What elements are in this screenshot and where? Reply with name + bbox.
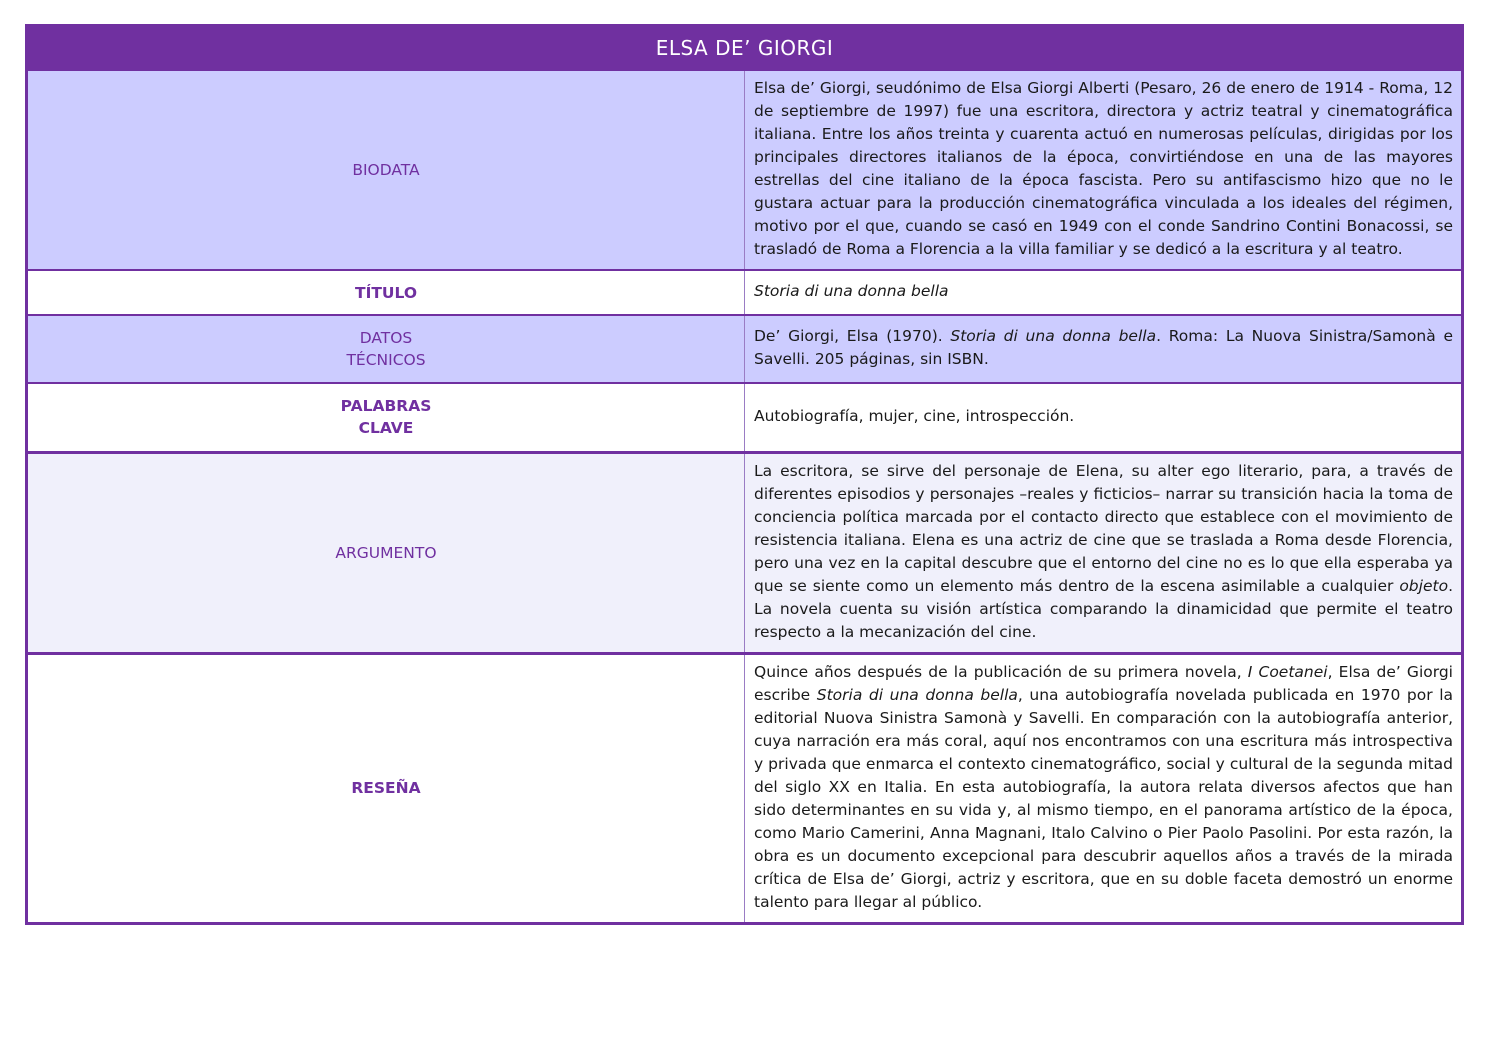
- record-sheet: [25, 24, 1464, 925]
- palabras-label-line1: PALABRAS: [340, 397, 432, 416]
- argumento-text-after: . La novela cuenta su visión artística comparando la dinamicidad que permite el teatro respecto a la mecanización del cine.: [754, 576, 1453, 641]
- biodata-text: Elsa de’ Giorgi, seudónimo de Elsa Giorgi Alberti (Pesaro, 26 de enero de 1914 - Roma, 12 de septiembre de 1997) fue una escritora, directora y actriz teatral y cinematográfica italiana. Entre los años treinta y cuarenta actuó en numerosas películas, dirigidas por los principales directores italianos de la época, convirtiéndose en una de las mayores estrellas del cine italiano de la época fascista. Pero su antifascismo hizo que no le gustara actuar para la producción cinematográfica vinculada a los ideales del régimen, motivo por el que, cuando se casó en 1949 con el conde Sandrino Contini Bonacossi, se trasladó de Roma a Florencia a la villa familiar y se dedicó a la escritura y al teatro.: [745, 70, 1462, 270]
- datos-text-after: . Roma: La Nuova Sinistra/Samonà e Savelli. 205 páginas, sin ISBN.: [754, 327, 1453, 368]
- biodata-row: [28, 70, 1461, 270]
- titulo-label: TÍTULO: [28, 270, 745, 315]
- datos-text-before: De’ Giorgi, Elsa (1970).: [754, 327, 951, 345]
- datos-text-italic: Storia di una donna bella: [950, 327, 1157, 345]
- resena-text-1: Quince años después de la publicación de su primera novela,: [754, 662, 1248, 681]
- resena-row: [28, 653, 1461, 922]
- palabras-label-line2: CLAVE: [358, 419, 414, 438]
- biodata-label: BIODATA: [28, 70, 745, 270]
- datos-label-line2: TÉCNICOS: [346, 351, 426, 369]
- palabras-label: [28, 383, 745, 452]
- resena-label: RESEÑA: [28, 653, 745, 922]
- titulo-row: [28, 270, 1461, 315]
- argumento-row: [28, 452, 1461, 653]
- titulo-text: Storia di una donna bella: [745, 270, 1462, 315]
- resena-text-2: , Elsa de’ Giorgi escribe: [754, 662, 1453, 704]
- resena-text-3: , una autobiografía novelada publicada en 1970 por la editorial Nuova Sinistra Samonà y Savelli. En comparación con la autobiografía anterior, cuya narración era más coral, aquí nos encontramos con una escritura más introspectiva y privada que enmarca el contexto cinematográfico, social y cultural de la segunda mitad del siglo XX en Italia. En esta autobiografía, la autora relata diversos afectos que han sido determinantes en su vida y, al mismo tiempo, en el panorama artístico de la época, como Mario Camerini, Anna Magnani, Italo Calvino o Pier Paolo Pasolini. Por esta razón, la obra es un documento excepcional para descubrir aquellos años a través de la mirada crítica de Elsa de’ Giorgi, actriz y escritora, que en su doble faceta demostró un enorme talento para llegar al público.: [754, 685, 1454, 911]
- resena-italic-1: I Coetanei: [1247, 662, 1328, 681]
- datos-row: [28, 315, 1461, 383]
- palabras-row: [28, 383, 1461, 452]
- argumento-text: [745, 452, 1462, 653]
- title-row: [28, 27, 1461, 70]
- resena-text: [745, 653, 1462, 922]
- argumento-label: ARGUMENTO: [28, 452, 745, 653]
- record-title: ELSA DE’ GIORGI: [28, 27, 1461, 70]
- resena-italic-2: Storia di una donna bella: [816, 685, 1018, 704]
- palabras-text: Autobiografía, mujer, cine, introspección.: [745, 383, 1462, 452]
- datos-label: [28, 315, 745, 383]
- argumento-text-before: La escritora, se sirve del personaje de Elena, su alter ego literario, para, a través de diferentes episodios y personajes –reales y ficticios– narrar su transición hacia la toma de conciencia política marcada por el contacto directo que establece con el movimiento de resistencia italiana. Elena es una actriz de cine que se traslada a Roma desde Florencia, pero una vez en la capital descubre que el entorno del cine no es lo que ella esperaba ya que se siente como un elemento más dentro de la escena asimilable a cualquier: [754, 461, 1453, 595]
- record-table: [28, 27, 1461, 922]
- argumento-text-italic: objeto: [1399, 576, 1449, 595]
- datos-text: [745, 315, 1462, 383]
- datos-label-line1: DATOS: [359, 329, 413, 347]
